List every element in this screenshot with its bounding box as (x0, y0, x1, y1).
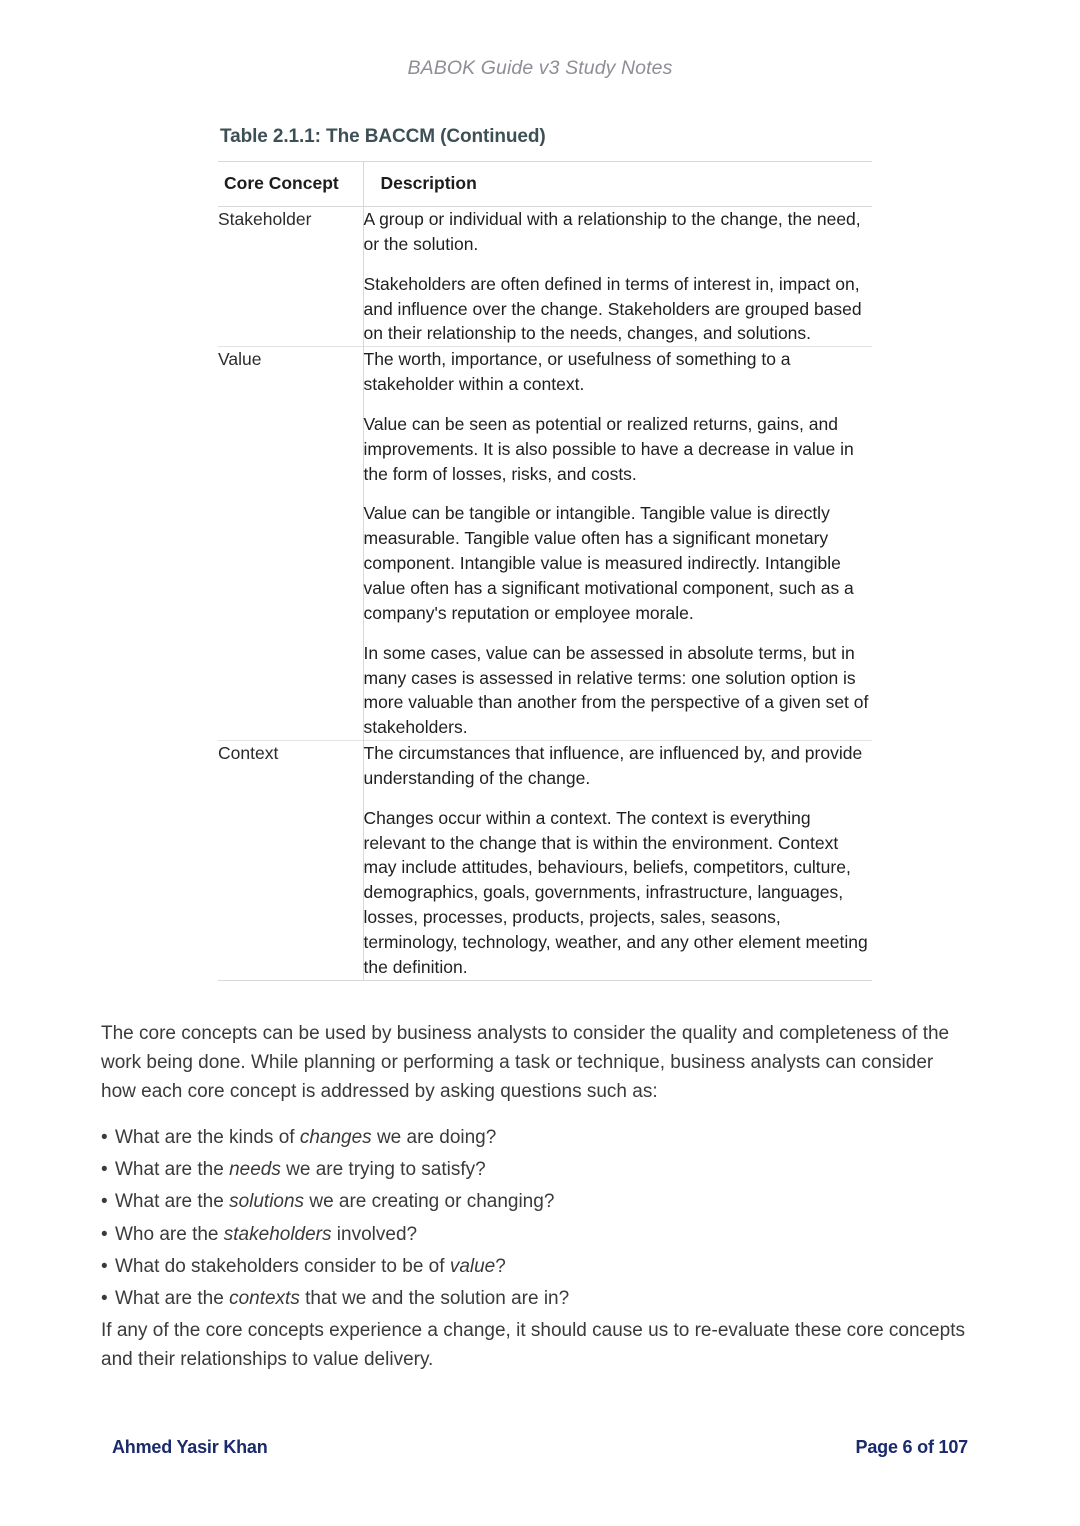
list-item-emphasis: contexts (229, 1287, 300, 1309)
list-item-emphasis: solutions (229, 1191, 305, 1213)
bullet-icon: • (101, 1159, 108, 1181)
page-footer (112, 1437, 968, 1458)
bullet-icon: • (101, 1255, 108, 1277)
list-item-emphasis: changes (299, 1127, 372, 1148)
bullet-icon: • (101, 1127, 108, 1148)
list-item-text-before: What are the (115, 1159, 230, 1181)
core-concept-question-list (101, 1126, 967, 1319)
cell-description (363, 741, 872, 981)
list-item (101, 1126, 967, 1149)
list-item (101, 1190, 967, 1213)
description-paragraph: The circumstances that influence, are influenced by, and provide understanding of the change. (363, 743, 863, 788)
intro-paragraph-block (101, 1020, 967, 1107)
list-item-text-before: Who are the (115, 1223, 224, 1245)
description-paragraph: Stakeholders are often defined in terms of interest in, impact on, and influence over the change. Stakeholders are grouped based on their relationship to the needs, changes, and solutions. (363, 273, 862, 344)
list-item-text-before: What are the (115, 1287, 230, 1309)
intro-paragraph: The core concepts can be used by business analysts to consider the quality and completeness of the work being done. While planning or performing a task or technique, business analysts can consider how each core concept is addressed by asking questions such as: (101, 1023, 950, 1102)
cell-core-concept: Value (218, 347, 363, 741)
closing-paragraph: If any of the core concepts experience a change, it should cause us to re-evaluate these core concepts and their relationships to value delivery. (101, 1320, 965, 1370)
table-row (218, 207, 872, 347)
footer-page-number: Page 6 of 107 (855, 1437, 968, 1457)
list-item (101, 1158, 967, 1181)
footer-author: Ahmed Yasir Khan (112, 1437, 268, 1457)
description-paragraph: In some cases, value can be assessed in absolute terms, but in many cases is assessed in relative terms: one solution option is more valuable than another from the perspective of a given set of stakeholders. (363, 642, 869, 738)
table-row (218, 741, 872, 981)
cell-core-concept: Stakeholder (218, 209, 312, 229)
table-row (218, 347, 872, 741)
list-item-emphasis: stakeholders (223, 1223, 332, 1245)
running-header: BABOK Guide v3 Study Notes (407, 57, 673, 79)
list-item-text-after: ? (495, 1255, 506, 1277)
list-item (101, 1287, 967, 1310)
baccm-table-block (218, 126, 872, 981)
list-item-text-after: that we and the solution are in? (299, 1287, 570, 1309)
list-item (101, 1223, 967, 1246)
description-paragraph: A group or individual with a relationship to the change, the need, or the solution. (363, 209, 861, 254)
list-item-text-after: we are trying to satisfy? (280, 1159, 486, 1181)
cell-core-concept: Context (218, 741, 363, 981)
list-item-text-before: What are the (115, 1191, 230, 1213)
bullet-icon: • (101, 1191, 108, 1213)
column-header-core-concept: Core Concept (218, 162, 363, 207)
list-item-text-after: we are creating or changing? (304, 1191, 555, 1213)
bullet-icon: • (101, 1223, 108, 1245)
list-item-text-before: What are the kinds of (115, 1127, 300, 1148)
description-paragraph: Value can be tangible or intangible. Tangible value is directly measurable. Tangible value often has a significant monetary component. Intangible value is measured indirectly. Intangible value often has a significant motivational component, such as a company's reputation or employee morale. (363, 503, 854, 623)
table-header-row (218, 162, 872, 207)
description-paragraph: The worth, importance, or usefulness of something to a stakeholder within a context. (363, 349, 791, 395)
list-item (101, 1255, 967, 1278)
baccm-table (218, 161, 872, 981)
description-paragraph: Changes occur within a context. The context is everything relevant to the change that is within the environment. Context may include attitudes, behaviours, beliefs, competitors, culture, demographics, goals, governments, infrastructure, languages, losses, processes, products, projects, sales, seasons, terminology, technology, weather, and any other element meeting the definition. (363, 807, 868, 977)
column-header-description: Description (363, 162, 872, 207)
bullet-icon: • (101, 1287, 108, 1309)
list-item-emphasis: value (449, 1255, 496, 1277)
description-paragraph: Value can be seen as potential or realized returns, gains, and improvements. It is also possible to have a decrease in value in the form of losses, risks, and costs. (363, 413, 854, 484)
list-item-text-before: What do stakeholders consider to be of (115, 1255, 450, 1277)
list-item-text-after: we are doing? (371, 1127, 497, 1148)
list-item-text-after: involved? (331, 1223, 418, 1245)
cell-description (363, 207, 872, 347)
cell-description (363, 347, 872, 741)
table-head (218, 162, 872, 207)
closing-paragraph-block (101, 1317, 967, 1375)
list-item-emphasis: needs (229, 1159, 281, 1181)
table-caption: Table 2.1.1: The BACCM (Continued) (220, 126, 546, 147)
table-body (218, 207, 872, 981)
